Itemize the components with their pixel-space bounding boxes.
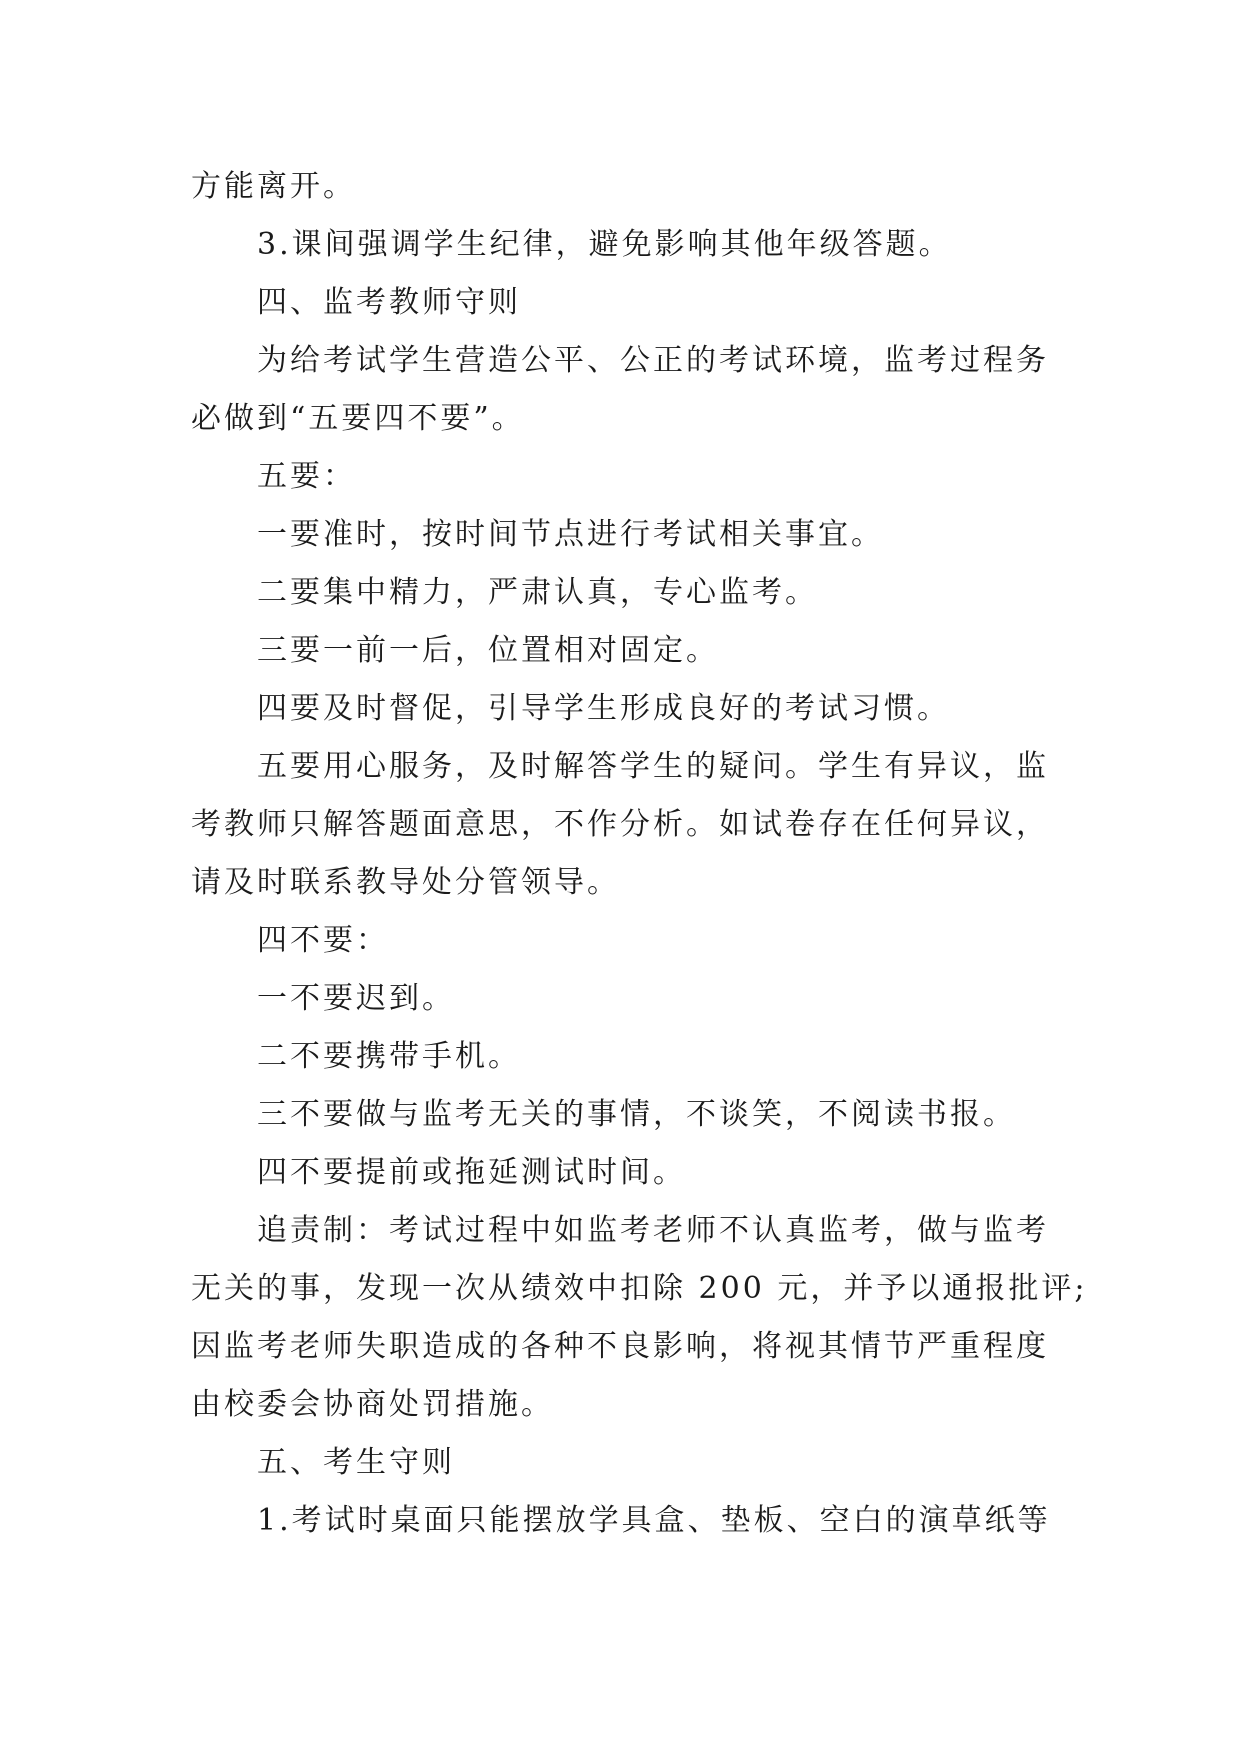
text-line: 五要用心服务，及时解答学生的疑问。学生有异议，监 [257,749,1049,784]
text-line: 三要一前一后，位置相对固定。 [257,633,719,668]
text-line: 一要准时，按时间节点进行考试相关事宜。 [257,517,884,552]
text-line: 五、考生守则 [257,1445,455,1480]
text-line: 四不要： [257,923,389,958]
text-line: 请及时联系教导处分管领导。 [191,865,620,900]
text-line: 四要及时督促，引导学生形成良好的考试习惯。 [257,691,950,726]
text-line: 3.课间强调学生纪律，避免影响其他年级答题。 [257,227,952,262]
text-line: 追责制：考试过程中如监考老师不认真监考，做与监考 [257,1213,1049,1248]
text-line: 无关的事，发现一次从绩效中扣除 200 元，并予以通报批评; [191,1271,1088,1306]
text-line: 三不要做与监考无关的事情，不谈笑，不阅读书报。 [257,1097,1016,1132]
text-line: 由校委会协商处罚措施。 [191,1387,554,1422]
text-line: 考教师只解答题面意思，不作分析。如试卷存在任何异议， [191,807,1049,842]
text-line: 四不要提前或拖延测试时间。 [257,1155,686,1190]
text-line: 为给考试学生营造公平、公正的考试环境，监考过程务 [257,343,1049,378]
text-line: 一不要迟到。 [257,981,455,1016]
text-line: 因监考老师失职造成的各种不良影响，将视其情节严重程度 [191,1329,1049,1364]
text-line: 二要集中精力，严肃认真，专心监考。 [257,575,818,610]
text-line: 1.考试时桌面只能摆放学具盒、垫板、空白的演草纸等 [257,1503,1051,1538]
text-line: 必做到“五要四不要”。 [191,401,525,436]
text-line: 方能离开。 [191,169,356,204]
document-body [191,158,1088,1550]
text-line: 二不要携带手机。 [257,1039,521,1074]
text-line: 五要： [257,459,356,494]
text-line: 四、监考教师守则 [257,285,521,320]
